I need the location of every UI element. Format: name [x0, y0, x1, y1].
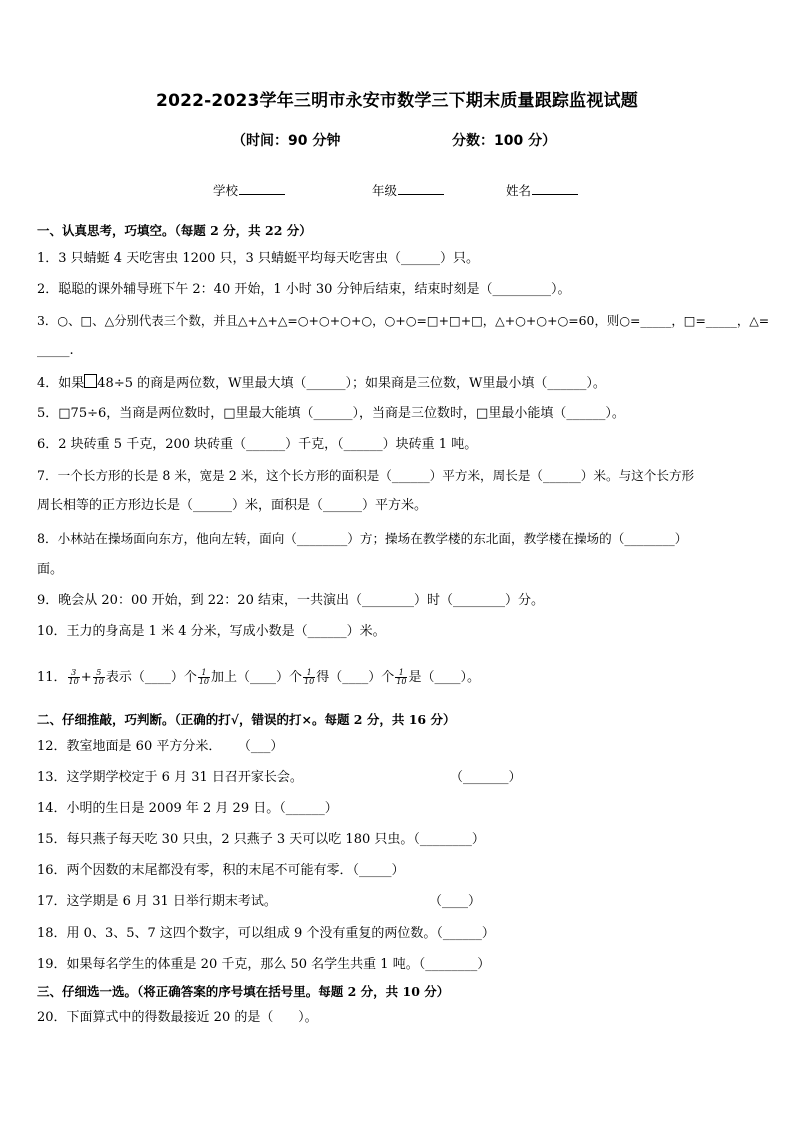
question-4-prefix: 4．如果	[37, 376, 85, 391]
fraction-numerator: 3	[68, 669, 80, 678]
fraction	[68, 669, 80, 686]
fraction-numerator: 5	[93, 669, 105, 678]
empty-box-icon	[84, 374, 97, 388]
question-17	[37, 894, 759, 910]
question-8: 8．小林站在操场面向东方，他向左转，面向（________）方；操场在教学楼的东北面，教学楼在操场的（________）	[37, 531, 688, 546]
name-blank[interactable]	[532, 183, 578, 195]
question-3: 3．○、□、△分别代表三个数，并且△+△+△=○+○+○+○，○+○=□+□+□，△+○+○+○=60，则○=_____，□=_____，△=	[37, 313, 770, 328]
question-1: 1．3 只蜻蜓 4 天吃害虫 1200 只，3 只蜻蜓平均每天吃害虫（______）只。	[37, 251, 479, 266]
fraction-denominator: 10	[304, 677, 315, 686]
question-4	[37, 374, 759, 392]
question-20: 20．下面算式中的得数最接近 20 的是（ ）。	[37, 1010, 318, 1025]
fraction-numerator: 1	[395, 669, 407, 678]
fraction-numerator: 1	[303, 669, 315, 678]
question-11-text-3: 得（____）个	[316, 670, 395, 685]
question-2: 2．聪聪的课外辅导班下午 2：40 开始，1 小时 30 分钟后结束，结束时刻是（_________）。	[37, 282, 571, 297]
question-17-text: 17．这学期是 6 月 31 日举行期末考试。	[37, 894, 277, 909]
school-label: 学校	[213, 183, 239, 198]
question-11-text-2: 加上（____）个	[211, 670, 303, 685]
question-17-answer: （____）	[429, 894, 482, 909]
name-label: 姓名	[506, 183, 532, 198]
section-1-heading: 一、认真思考，巧填空。（每题 2 分，共 22 分）	[37, 223, 312, 238]
question-11-text-4: 是（____）。	[408, 670, 480, 685]
question-6: 6．2 块砖重 5 千克，200 块砖重（______）千克，（______）块砖重 1 吨。	[37, 437, 478, 452]
fraction	[93, 669, 105, 686]
grade-blank[interactable]	[398, 183, 444, 195]
question-8-cont: 面。	[37, 562, 64, 577]
question-18: 18．用 0、3、5、7 这四个数字，可以组成 9 个没有重复的两位数。（______）	[37, 926, 495, 941]
school-field	[213, 181, 285, 199]
fraction	[198, 669, 210, 686]
question-12: 12．教室地面是 60 平方分米． （___）	[37, 739, 284, 754]
question-3-cont: _____.	[37, 343, 74, 358]
grade-label: 年级	[372, 183, 398, 198]
fraction	[395, 669, 407, 686]
plus-sign: +	[80, 670, 92, 685]
question-9: 9．晚会从 20：00 开始，到 22：20 结束，一共演出（________）时（________）分。	[37, 593, 544, 608]
fraction	[303, 669, 315, 686]
question-7: 7．一个长方形的长是 8 米，宽是 2 米，这个长方形的面积是（______）平方米，周长是（______）米。与这个长方形	[37, 468, 695, 483]
grade-field	[372, 181, 444, 199]
question-5: 5．□75÷6，当商是两位数时，□里最大能填（______），当商是三位数时，□里最小能填（______）。	[37, 406, 625, 421]
question-16: 16．两个因数的末尾都没有零，积的末尾不可能有零．（_____）	[37, 863, 405, 878]
section-3-heading: 三、仔细选一选。（将正确答案的序号填在括号里。每题 2 分，共 10 分）	[37, 984, 450, 999]
fraction-denominator: 10	[198, 677, 210, 686]
question-13	[37, 770, 759, 786]
question-7-cont: 周长相等的正方形边长是（______）米，面积是（______）平方米。	[37, 498, 428, 513]
school-blank[interactable]	[239, 183, 285, 195]
fraction-numerator: 1	[198, 669, 210, 678]
question-4-text: 48÷5 的商是两位数，W里最大填（______）；如果商是三位数，W里最小填（______）。	[97, 376, 606, 391]
section-2-heading: 二、仔细推敲，巧判断。（正确的打√，错误的打×。每题 2 分，共 16 分）	[37, 712, 456, 727]
fraction-denominator: 10	[396, 677, 407, 686]
fraction-denominator: 10	[93, 677, 104, 686]
question-19: 19．如果每名学生的体重是 20 千克，那么 50 名学生共重 1 吨。（________）	[37, 957, 491, 972]
fraction-denominator: 10	[68, 677, 79, 686]
exam-score: 分数：100 分）	[452, 133, 557, 149]
question-13-answer: （_______）	[450, 770, 522, 785]
question-11-text-1: 表示（____）个	[105, 670, 197, 685]
question-15: 15．每只燕子每天吃 30 只虫，2 只燕子 3 天可以吃 180 只虫。（________）	[37, 832, 485, 847]
question-14: 14．小明的生日是 2009 年 2 月 29 日。（______）	[37, 801, 338, 816]
question-13-text: 13．这学期学校定于 6 月 31 日召开家长会。	[37, 770, 303, 785]
exam-time: （时间：90 分钟	[232, 133, 341, 149]
question-11	[37, 666, 759, 690]
name-field	[506, 181, 578, 199]
question-11-prefix: 11．	[37, 670, 67, 685]
question-10: 10．王力的身高是 1 米 4 分米，写成小数是（______）米。	[37, 624, 386, 639]
page-title: 2022-2023学年三明市永安市数学三下期末质量跟踪监视试题	[156, 91, 638, 111]
